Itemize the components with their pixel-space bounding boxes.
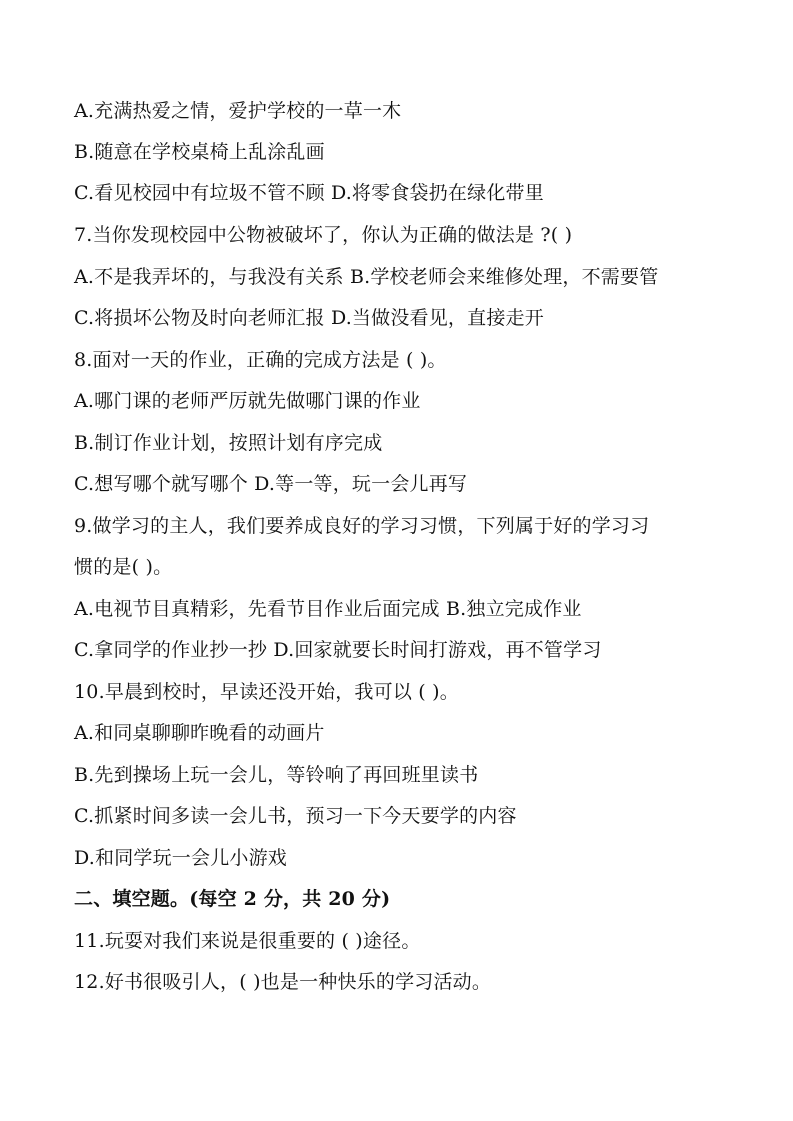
- section-heading-fill-blank: 二、填空题。(每空 2 分，共 20 分): [74, 888, 391, 910]
- q8-options-c-d: C.想写哪个就写哪个 D.等一等，玩一会儿再写: [74, 473, 468, 495]
- question-8: 8.面对一天的作业，正确的完成方法是 ( )。: [74, 349, 447, 371]
- question-7: 7.当你发现校园中公物被破坏了，你认为正确的做法是 ?( ): [74, 224, 573, 246]
- q9-options-a-b: A.电视节目真精彩，先看节目作业后面完成 B.独立完成作业: [74, 598, 582, 620]
- q7-options-a-b: A.不是我弄坏的，与我没有关系 B.学校老师会来维修处理，不需要管: [74, 266, 659, 288]
- q10-option-d: D.和同学玩一会儿小游戏: [74, 847, 287, 869]
- q10-option-a: A.和同桌聊聊昨晚看的动画片: [74, 722, 325, 744]
- question-9-line-1: 9.做学习的主人，我们要养成良好的学习习惯，下列属于好的学习习: [74, 515, 650, 537]
- question-11: 11.玩耍对我们来说是很重要的 ( )途径。: [74, 930, 421, 952]
- question-10: 10.早晨到校时，早读还没开始，我可以 ( )。: [74, 681, 459, 703]
- q9-options-c-d: C.拿同学的作业抄一抄 D.回家就要长时间打游戏，再不管学习: [74, 639, 602, 661]
- q10-option-b: B.先到操场上玩一会儿，等铃响了再回班里读书: [74, 764, 479, 786]
- q7-options-c-d: C.将损坏公物及时向老师汇报 D.当做没看见，直接走开: [74, 307, 544, 329]
- q8-option-b: B.制订作业计划，按照计划有序完成: [74, 432, 383, 454]
- q6-options-c-d: C.看见校园中有垃圾不管不顾 D.将零食袋扔在绿化带里: [74, 182, 544, 204]
- q6-option-b: B.随意在学校桌椅上乱涂乱画: [74, 141, 325, 163]
- q6-option-a: A.充满热爱之情，爱护学校的一草一木: [74, 100, 402, 122]
- question-9-line-2: 惯的是( )。: [74, 556, 173, 578]
- q8-option-a: A.哪门课的老师严厉就先做哪门课的作业: [74, 390, 421, 412]
- question-12: 12.好书很吸引人，( )也是一种快乐的学习活动。: [74, 971, 492, 993]
- q10-option-c: C.抓紧时间多读一会儿书，预习一下今天要学的内容: [74, 805, 517, 827]
